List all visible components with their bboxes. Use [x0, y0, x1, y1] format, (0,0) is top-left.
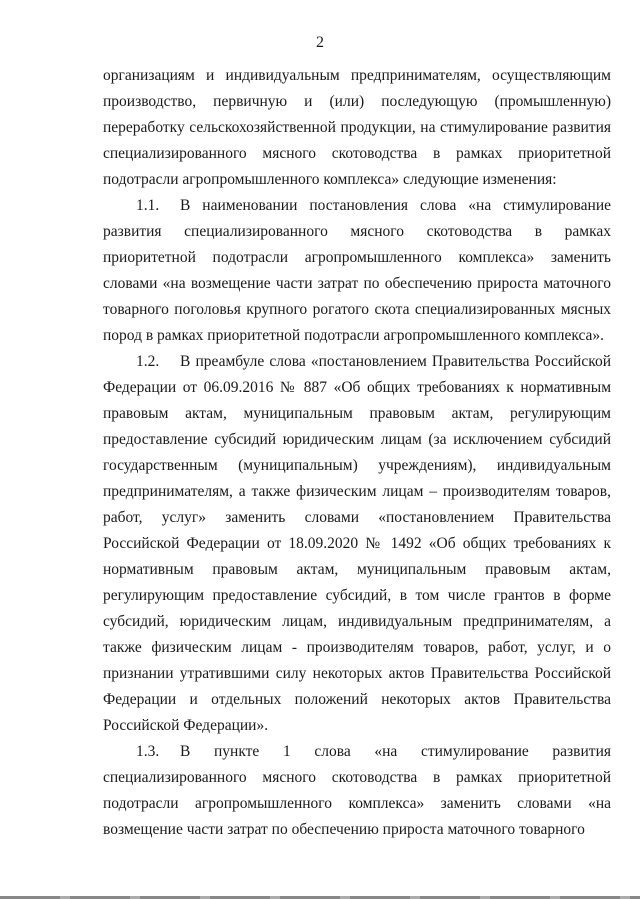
paragraph-item-1-3 — [103, 739, 611, 843]
page-number: 2 — [316, 34, 324, 51]
item-text: В пункте 1 слова «на стимулирование развития специализированного мясного скотоводства в рамках приоритетной подотрасли агропромышленного комплекса» заменить словами «на возмещение части затрат по обеспечению прироста маточного товарного — [103, 743, 611, 838]
item-number: 1.2. — [136, 353, 160, 370]
paragraph-item-1-2 — [103, 349, 611, 739]
paragraph-intro: организациям и индивидуальным предпринимателям, осуществляющим производство, первичную и (или) последующую (промышленную) переработку сельскохозяйственной продукции, на стимулирование развития специализированного мясного скотоводства в рамках приоритетной подотрасли агропромышленного комплекса» следующие изменения: — [103, 67, 611, 188]
item-number: 1.1. — [136, 197, 160, 214]
item-text: В преамбуле слова «постановлением Правительства Российской Федерации от 06.09.2016 № 887 «Об общих требованиях к нормативным правовым актам, муниципальным правовым актам, регулирующим предоставление субсидий юридическим лицам (за исключением субсидий государственным (муниципальным) учреждениям), индивидуальным предпринимателям, а также физическим лицам – производителям товаров, работ, услуг» заменить словами «постановлением Правительства Российской Федерации от 18.09.2020 № 1492 «Об общих требованиях к нормативным правовым актам, муниципальным правовым актам, регулирующим предоставление субсидий, в том числе грантов в форме субсидий, юридическим лицам, индивидуальным предпринимателям, а также физическим лицам - производителям товаров, работ, услуг, и о признании утратившими силу некоторых актов Правительства Российской Федерации и отдельных положений некоторых актов Правительства Российской Федерации». — [103, 353, 611, 734]
document-body — [103, 63, 611, 843]
paragraph-item-1-1 — [103, 193, 611, 349]
item-text: В наименовании постановления слова «на стимулирование развития специализированного мясного скотоводства в рамках приоритетной подотрасли агропромышленного комплекса» заменить словами «на возмещение части затрат по обеспечению прироста маточного товарного поголовья крупного рогатого скота специализированных мясных пород в рамках приоритетной подотрасли агропромышленного комплекса». — [103, 197, 611, 344]
item-number: 1.3. — [136, 743, 160, 760]
